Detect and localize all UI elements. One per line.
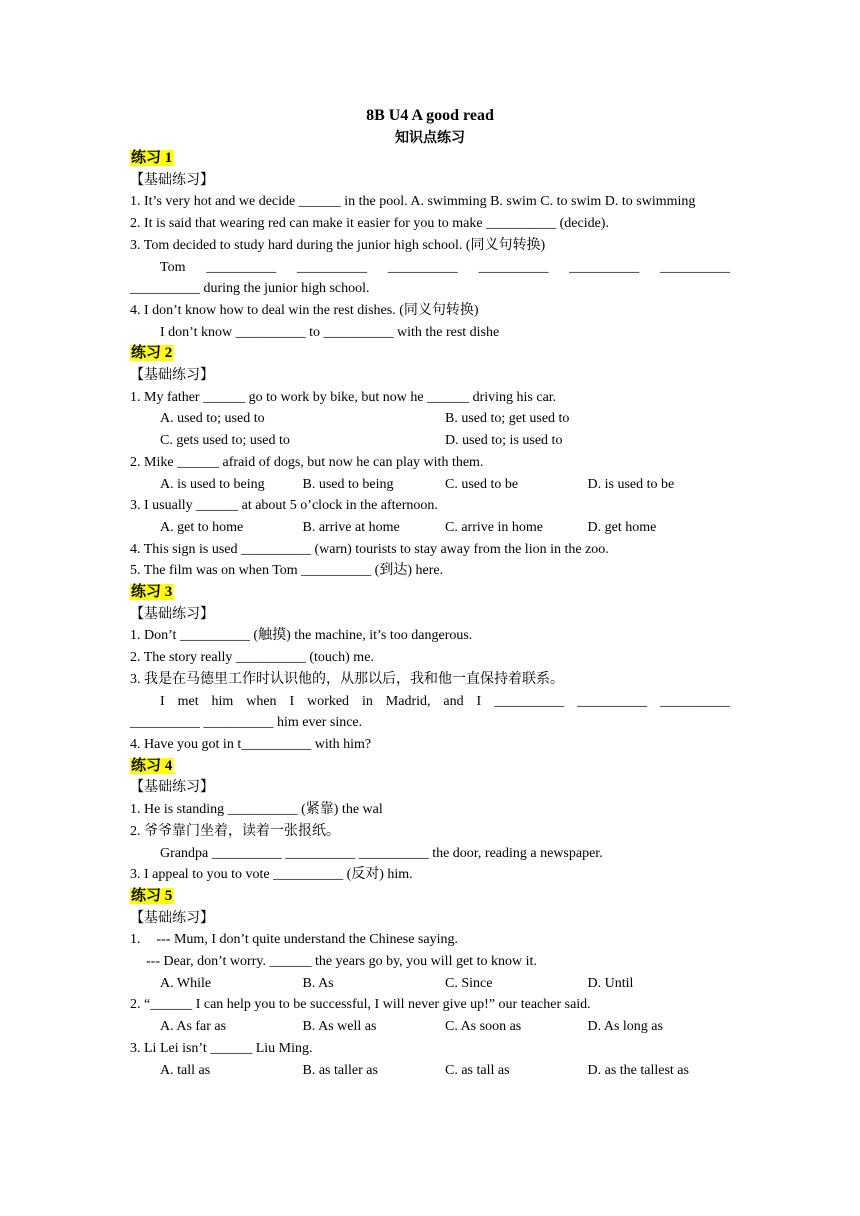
option: D. Until [587,975,634,991]
section-heading: 练习 4 [131,757,173,774]
option: C. As soon as [445,1019,522,1035]
answer-line: __________ during the junior high school. [130,281,370,297]
option: A. As far as [160,1019,227,1035]
question: 1. It’s very hot and we decide ______ in the pool. A. swimming B. swim C. to swim D. to swimming [130,194,696,210]
options-row [130,408,730,430]
question: 4. I don’t know how to deal win the rest dishes. (同义句转换) [130,302,479,318]
section-heading: 练习 3 [131,584,173,601]
option: B. used to; get used to [445,411,570,427]
option: D. as the tallest as [587,1062,689,1078]
question: 5. The film was on when Tom __________ (到达) here. [130,563,444,579]
options-row [130,517,730,539]
answer-line: I don’t know __________ to __________ with the rest dishe [160,324,500,340]
options-row [130,1060,730,1082]
answer-line: __________ __________ him ever since. [130,715,363,731]
dialogue-line: --- Dear, don’t worry. ______ the years go by, you will get to know it. [146,954,537,970]
option: C. arrive in home [445,519,543,535]
exercise-content [130,148,730,1081]
section-tag: 【基础练习】 [130,780,214,796]
document-title: 8B U4 A good read [366,107,494,124]
question: 1. He is standing __________ (紧靠) the wal [130,802,383,818]
question: 2. 爷爷靠门坐着，读着一张报纸。 [130,823,340,839]
section-tag: 【基础练习】 [130,368,214,384]
dialogue-line: --- Mum, I don’t quite understand the Chinese saying. [156,932,458,948]
options-row [130,1016,730,1038]
option: B. As [302,975,334,991]
option: D. get home [587,519,657,535]
question: 3. 我是在马德里工作时认识他的，从那以后，我和他一直保持着联系。 [130,671,564,687]
option: B. As well as [302,1019,377,1035]
answer-line: Tom __________ __________ __________ __________ __________ __________ [160,259,730,275]
question: 3. I appeal to you to vote __________ (反对) him. [130,867,413,883]
option: A. used to; used to [160,411,265,427]
option: A. get to home [160,519,244,535]
option: B. as taller as [302,1062,378,1078]
option: D. used to; is used to [445,433,563,449]
option: C. as tall as [445,1062,510,1078]
question: 3. I usually ______ at about 5 o’clock in the afternoon. [130,498,438,514]
question: 1. My father ______ go to work by bike, but now he ______ driving his car. [130,389,557,405]
options-row [130,474,730,496]
option: C. Since [445,975,493,991]
section-heading: 练习 1 [131,150,173,166]
question: 2. Mike ______ afraid of dogs, but now he can play with them. [130,454,484,470]
section-tag: 【基础练习】 [130,606,214,622]
question: 3. Tom decided to study hard during the junior high school. (同义句转换) [130,237,546,253]
option: B. used to being [302,476,394,492]
option: C. gets used to; used to [160,433,290,449]
question-number: 1. [130,932,141,948]
question: 2. “______ I can help you to be successful, I will never give up!” our teacher said. [130,997,591,1013]
question: 4. Have you got in t__________ with him? [130,736,372,752]
option: D. As long as [587,1019,663,1035]
document-subtitle: 知识点练习 [395,131,465,146]
answer-line: Grandpa __________ __________ __________ the door, reading a newspaper. [160,845,603,861]
section-tag: 【基础练习】 [130,910,214,926]
section-heading: 练习 2 [131,345,173,362]
options-row [130,430,730,452]
option: A. tall as [160,1062,211,1078]
question [130,929,730,951]
question: 2. The story really __________ (touch) me. [130,650,374,666]
option: B. arrive at home [302,519,400,535]
question: 2. It is said that wearing red can make it easier for you to make __________ (decide). [130,216,609,232]
options-row [130,973,730,995]
option: C. used to be [445,476,519,492]
answer-line: I met him when I worked in Madrid, and I __________ __________ __________ [160,693,730,709]
section-tag: 【基础练习】 [130,172,214,188]
question: 4. This sign is used __________ (warn) tourists to stay away from the lion in the zoo. [130,541,609,557]
option: A. is used to being [160,476,265,492]
option: A. While [160,975,212,991]
question: 1. Don’t __________ (触摸) the machine, it’s too dangerous. [130,628,473,644]
option: D. is used to be [587,476,675,492]
section-heading: 练习 5 [131,887,173,904]
question: 3. Li Lei isn’t ______ Liu Ming. [130,1040,313,1056]
